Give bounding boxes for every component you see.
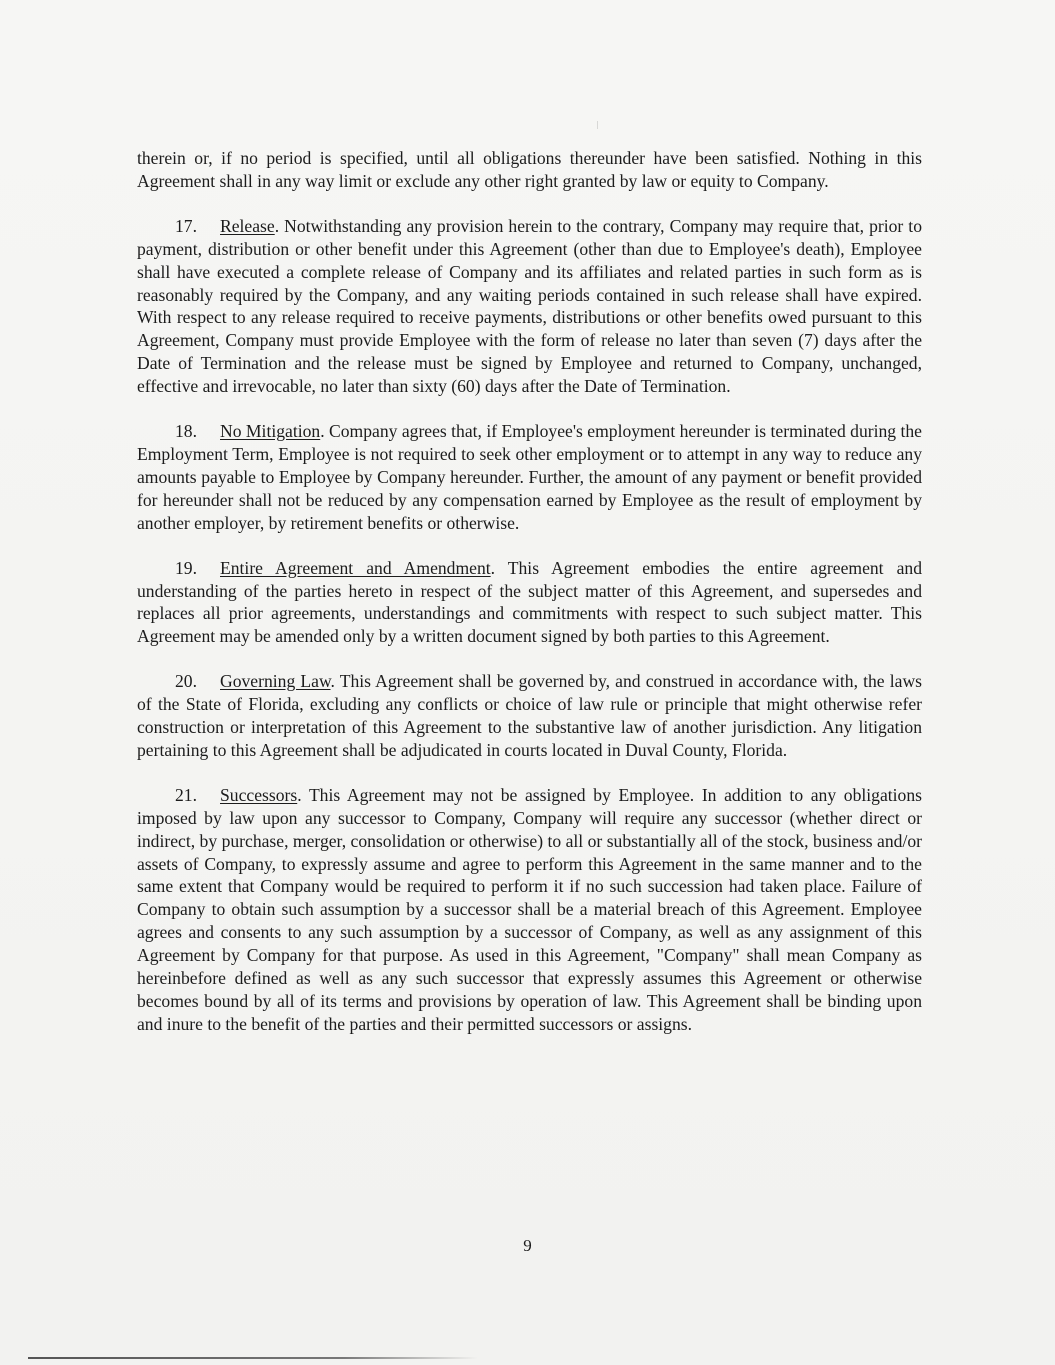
section-heading: Successors [220,784,298,805]
page-number: 9 [523,1236,532,1255]
section-body: . This Agreement may not be assigned by Employee. In addition to any obligations imposed by law upon any successor to Company, Company will require any successor (whether direct or indirect, by purchase, merger, consolidation or otherwise) to all or substantially all of the stock, business and/or assets of Company, to expressly assume and agree to perform this Agreement in the same manner and to the same extent that Company would be required to perform it if no such succession had taken place. Failure of Company to obtain such assumption by a successor shall be a material breach of this Agreement. Employee agrees and consents to any such assumption by a successor of Company, as well as any assignment of this Agreement by Company for that purpose. As used in this Agreement, "Company" shall mean Company as hereinbefore defined as well as any such successor that expressly assumes this Agreement or otherwise becomes bound by all of its terms and provisions by operation of law. This Agreement shall be binding upon and inure to the benefit of the parties and their permitted successors or assigns. [137,784,922,1034]
section-heading: Governing Law [220,671,331,692]
section-heading: No Mitigation [220,421,321,442]
scan-mark [597,121,598,129]
section-body: . This Agreement shall be governed by, and construed in accordance with, the laws of the State of Florida, excluding any conflicts or choice of law rule or principle that might otherwise refer construction or interpretation of this Agreement to the substantive law of another jurisdiction. Any litigation pertaining to this Agreement shall be adjudicated in courts located in Duval County, Florida. [137,671,923,760]
section-number: 20. [175,671,197,692]
section-number: 21. [175,784,197,805]
section-17 [137,215,922,398]
section-21 [137,784,922,1036]
continuation-paragraph: therein or, if no period is specified, until all obligations thereunder have been satisfied. Nothing in this Agreement shall in any way limit or exclude any other right granted by law or equity to Company. [137,148,922,191]
section-body: . This Agreement embodies the entire agreement and understanding of the parties hereto in respect of the subject matter of this Agreement, and supersedes and replaces all prior agreements, understandings and commitments with respect to such subject matter. This Agreement may be amended only by a written document signed by both parties to this Agreement. [137,557,922,647]
section-body: . Notwithstanding any provision herein to the contrary, Company may require that, prior to payment, distribution or other benefit under this Agreement (other than due to Employee's death), Employee shall have executed a complete release of Company and its affiliates and related parties in such form as is reasonably required by the Company, and any waiting periods contained in such release shall have expired. With respect to any release required to receive payments, distributions or other benefits owed pursuant to this Agreement, Company must provide Employee with the form of release no later than seven (7) days after the Date of Termination and the release must be signed by Employee and returned to Company, unchanged, effective and irrevocable, no later than sixty (60) days after the Date of Termination. [137,215,922,397]
section-19 [137,557,922,649]
section-heading: Entire Agreement and Amendment [220,557,491,578]
section-20 [137,670,922,762]
section-body: . Company agrees that, if Employee's employment hereunder is terminated during the Employment Term, Employee is not required to seek other employment or to attempt in any way to reduce any amounts payable to Employee by Company hereunder. Further, the amount of any payment or benefit provided for hereunder shall not be reduced by any compensation earned by Employee as the result of employment by another employer, by retirement benefits or otherwise. [137,421,922,533]
section-number: 19. [175,557,197,578]
section-18 [137,420,922,535]
section-heading: Release [220,215,275,236]
bottom-rule [28,1357,478,1359]
section-number: 18. [175,421,197,442]
document-body [137,147,922,1058]
section-number: 17. [175,215,197,236]
